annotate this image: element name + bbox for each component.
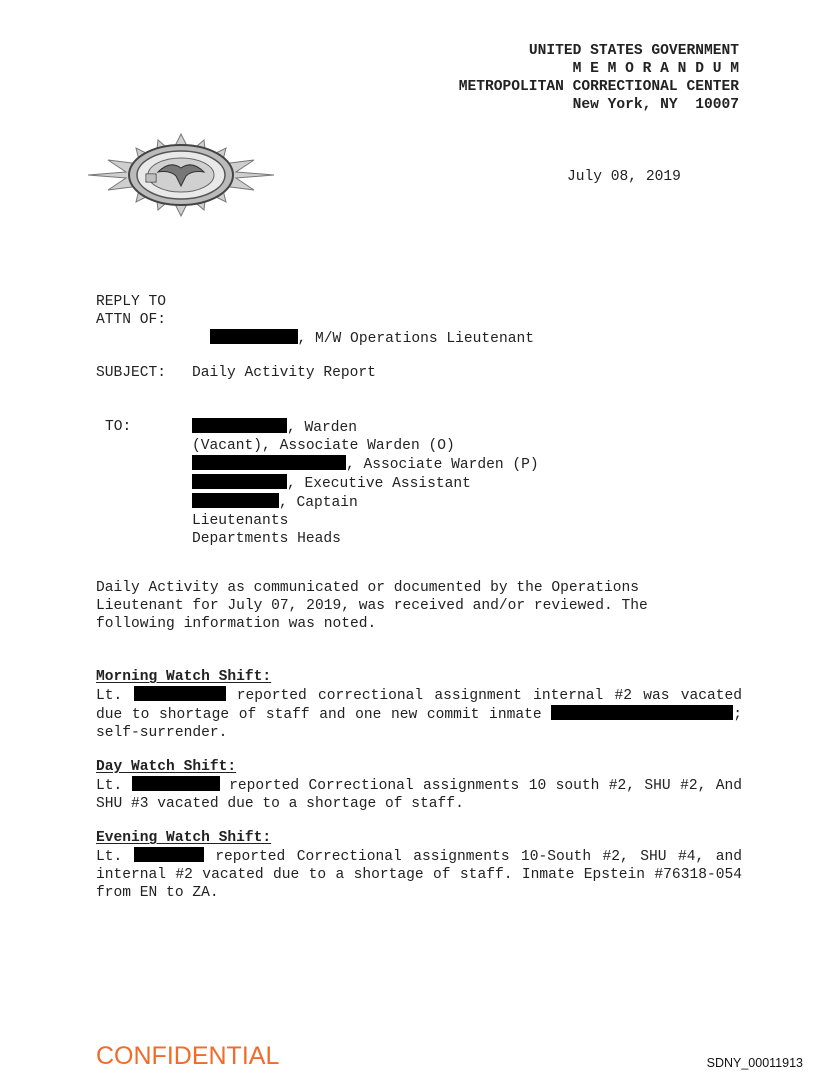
redaction-bar	[192, 493, 279, 508]
day-watch-text: reported Correctional assignments 10 south #2, SHU #2, And SHU #3 vacated due to a shortage of staff.	[96, 778, 751, 812]
letterhead-line-facility: METROPOLITAN CORRECTIONAL CENTER	[458, 79, 739, 95]
recipient-text: , Executive Assistant	[287, 476, 471, 492]
subject-label: SUBJECT:	[96, 365, 167, 381]
redaction-bar	[551, 705, 733, 720]
recipient-text: , Warden	[287, 420, 358, 436]
letterhead-line-government: UNITED STATES GOVERNMENT	[528, 43, 739, 59]
morning-watch-paragraph	[96, 686, 751, 742]
intro-paragraph: Daily Activity as communicated or documented by the Operations Lieutenant for July 07, 2019, was received and/or reviewed. The following information was noted.	[96, 580, 657, 632]
redaction-bar	[192, 455, 346, 470]
redaction-bar	[210, 329, 298, 344]
lieutenant-prefix: Lt.	[96, 849, 123, 865]
department-of-justice-seal-icon	[86, 132, 276, 218]
recipient-captain	[192, 493, 539, 512]
letterhead-line-address: New York, NY 10007	[572, 97, 739, 113]
recipient-warden	[192, 418, 539, 437]
redaction-bar	[134, 847, 204, 862]
recipient-executive-assistant	[192, 474, 539, 493]
morning-watch-heading: Morning Watch Shift:	[96, 669, 272, 685]
recipient-text: , Associate Warden (P)	[346, 457, 539, 473]
subject-value: Daily Activity Report	[192, 365, 376, 381]
attn-of-value	[192, 311, 534, 348]
to-label: TO:	[105, 419, 132, 435]
redaction-bar	[192, 474, 287, 489]
redaction-bar	[192, 418, 287, 433]
lieutenant-prefix: Lt.	[96, 778, 123, 794]
recipient-associate-warden-o: (Vacant), Associate Warden (O)	[192, 438, 455, 454]
attn-of-label: ATTN OF:	[96, 312, 167, 328]
letterhead	[459, 42, 739, 114]
attn-of-title: , M/W Operations Lieutenant	[297, 331, 534, 347]
reply-to-label: REPLY TO	[96, 294, 167, 310]
recipient-text: , Captain	[279, 495, 358, 511]
evening-watch-text: reported Correctional assignments 10-South #2, SHU #4, and internal #2 vacated due to a shortage of staff. Inmate Epstein #76318-054 from EN to ZA.	[96, 849, 751, 901]
morning-watch-text: reported correctional assignment internal #2 was vacated due to shortage of staff and one new commit inmate	[96, 688, 751, 723]
memo-date: July 08, 2019	[567, 169, 681, 185]
redaction-bar	[134, 686, 226, 701]
redaction-bar	[132, 776, 220, 791]
recipient-list	[192, 418, 539, 548]
lieutenant-prefix: Lt.	[96, 688, 123, 704]
day-watch-paragraph	[96, 776, 751, 813]
morning-watch-text-end: ; self-surrender.	[96, 707, 751, 741]
recipient-department-heads: Departments Heads	[192, 531, 341, 547]
day-watch-heading: Day Watch Shift:	[96, 759, 237, 775]
bates-number: SDNY_00011913	[706, 1056, 803, 1070]
evening-watch-heading: Evening Watch Shift:	[96, 830, 272, 846]
evening-watch-paragraph	[96, 847, 751, 902]
recipient-lieutenants: Lieutenants	[192, 513, 289, 529]
confidential-stamp: CONFIDENTIAL	[96, 1042, 280, 1070]
recipient-associate-warden-p	[192, 455, 539, 474]
letterhead-line-memorandum: M E M O R A N D U M	[572, 61, 739, 77]
